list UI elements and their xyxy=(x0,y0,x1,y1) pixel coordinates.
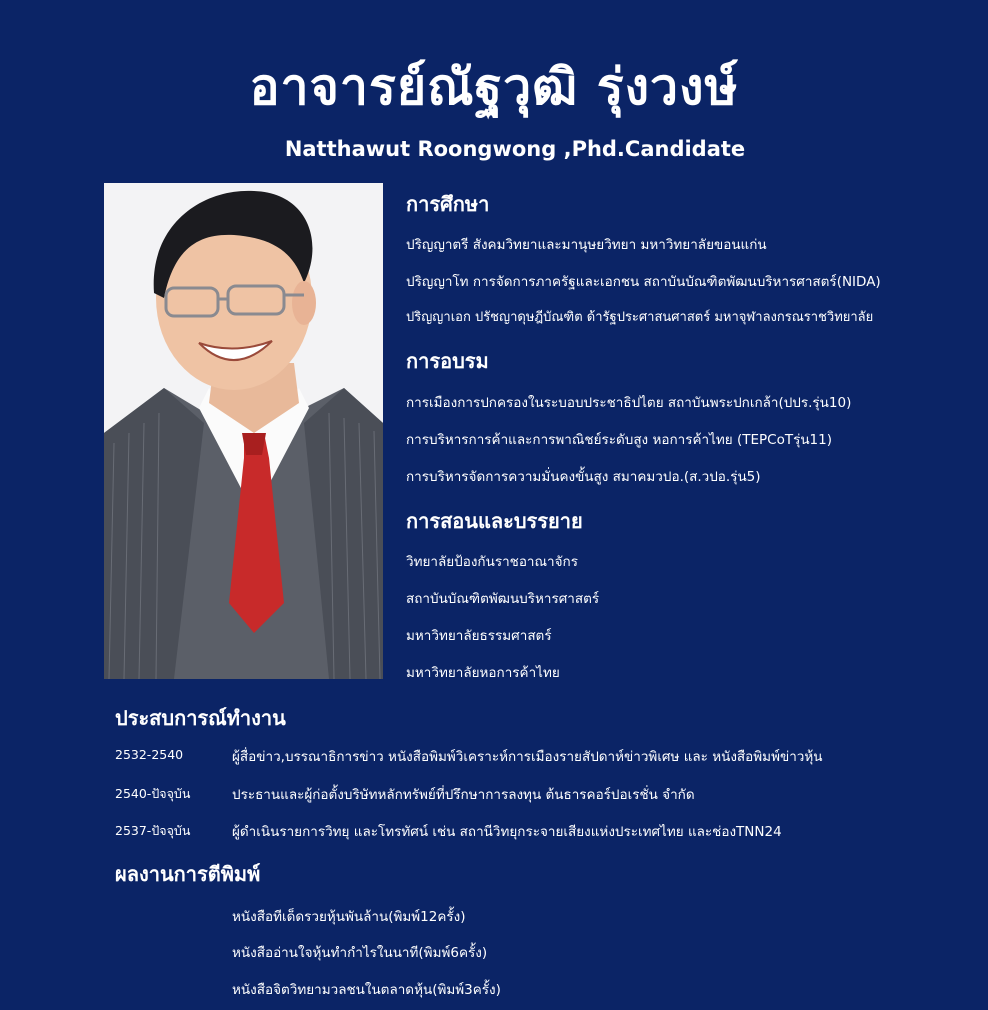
teaching-item: วิทยาลัยป้องกันราชอาณาจักร xyxy=(406,554,578,570)
publication-item: หนังสืออ่านใจหุ้นทำกำไรในนาที(พิมพ์6ครั้ง) xyxy=(232,945,488,961)
portrait-photo xyxy=(104,183,383,679)
experience-period: 2540-ปัจจุบัน xyxy=(115,786,191,801)
page-subtitle: Natthawut Roongwong ,Phd.Candidate xyxy=(284,137,746,161)
teaching-item: มหาวิทยาลัยหอการค้าไทย xyxy=(406,665,560,681)
page-title: อาจารย์ณัฐวุฒิ รุ่งวงษ์ xyxy=(249,58,739,116)
training-heading: การอบรม xyxy=(406,349,489,373)
experience-desc: ประธานและผู้ก่อตั้งบริษัทหลักทรัพย์ที่ปรึกษาการลงทุน ต้นธารคอร์ปอเรชั่น จำกัด xyxy=(232,787,695,803)
teaching-heading: การสอนและบรรยาย xyxy=(406,509,583,533)
training-item: การบริหารการค้าและการพาณิชย์ระดับสูง หอการค้าไทย (TEPCoTรุ่น11) xyxy=(406,432,832,448)
experience-period: 2537-ปัจจุบัน xyxy=(115,823,191,838)
teaching-item: สถาบันบัณฑิตพัฒนบริหารศาสตร์ xyxy=(406,591,600,607)
experience-heading: ประสบการณ์ทำงาน xyxy=(115,706,286,730)
education-heading: การศึกษา xyxy=(406,192,490,216)
experience-period: 2532-2540 xyxy=(115,747,184,762)
education-item: ปริญญาตรี สังคมวิทยาและมานุษยวิทยา มหาวิทยาลัยขอนแก่น xyxy=(406,237,767,253)
education-item: ปริญญาโท การจัดการภาครัฐและเอกชน สถาบันบัณฑิตพัฒนบริหารศาสตร์(NIDA) xyxy=(406,274,881,290)
publication-item: หนังสือจิตวิทยามวลชนในตลาดหุ้น(พิมพ์3ครั้ง) xyxy=(232,982,501,998)
training-item: การบริหารจัดการความมั่นคงขั้นสูง สมาคมวปอ.(ส.วปอ.รุ่น5) xyxy=(406,469,761,485)
publication-item: หนังสือทีเด็ดรวยหุ้นพันล้าน(พิมพ์12ครั้ง) xyxy=(232,909,466,925)
teaching-item: มหาวิทยาลัยธรรมศาสตร์ xyxy=(406,628,552,644)
experience-desc: ผู้ดำเนินรายการวิทยุ และโทรทัศน์ เช่น สถานีวิทยุกระจายเสียงแห่งประเทศไทย และช่องTNN24 xyxy=(232,824,782,840)
publications-heading: ผลงานการตีพิมพ์ xyxy=(115,862,261,886)
experience-desc: ผู้สื่อข่าว,บรรณาธิการข่าว หนังสือพิมพ์วิเคราะห์การเมืองรายสัปดาห์ข่าวพิเศษ และ หนังสือพิมพ์ข่าวหุ้น xyxy=(232,749,823,765)
training-item: การเมืองการปกครองในระบอบประชาธิปไตย สถาบันพระปกเกล้า(ปปร.รุ่น10) xyxy=(406,395,852,411)
education-item: ปริญญาเอก ปรัชญาดุษฎีบัณฑิต ด้ารัฐประศาสนศาสตร์ มหาจุฬาลงกรณราชวิทยาลัย xyxy=(406,310,874,325)
